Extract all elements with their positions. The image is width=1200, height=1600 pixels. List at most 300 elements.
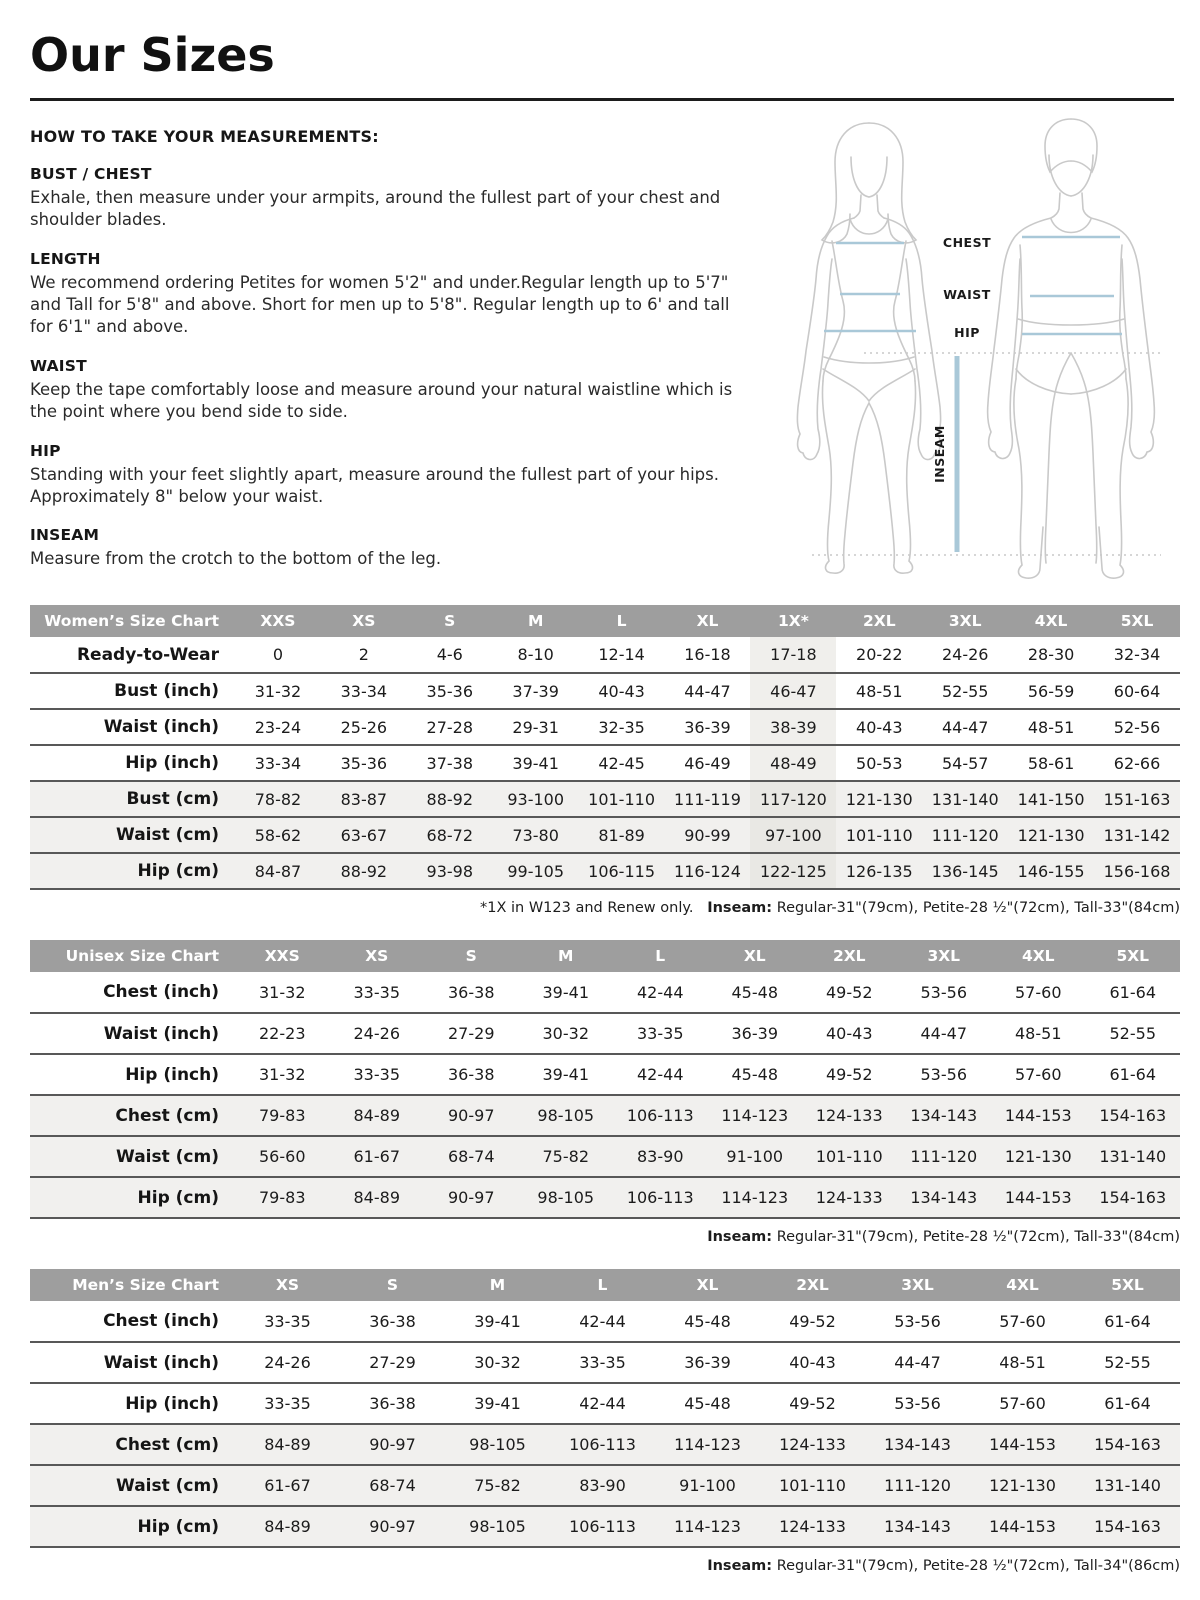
size-cell: 134-143 bbox=[865, 1506, 970, 1547]
section-body: Measure from the crotch to the bottom of the leg. bbox=[30, 549, 442, 569]
size-cell: 56-59 bbox=[1027, 681, 1075, 701]
size-cell: 88-92 bbox=[321, 853, 407, 889]
size-cell: 131-140 bbox=[1086, 1136, 1181, 1177]
size-cell: 50-53 bbox=[856, 753, 903, 773]
size-cell: 61-64 bbox=[1109, 1065, 1156, 1084]
size-cell: 84-89 bbox=[330, 1177, 425, 1218]
size-cell: 31-32 bbox=[259, 1065, 306, 1084]
size-cell: 30-32 bbox=[542, 1024, 589, 1043]
row-label: Chest (cm) bbox=[30, 1424, 235, 1465]
size-cell: 40-43 bbox=[856, 717, 903, 737]
row-label: Waist (inch) bbox=[103, 717, 219, 737]
size-cell: 27-29 bbox=[369, 1353, 416, 1372]
inseam-footnote-label: Inseam: bbox=[707, 900, 773, 916]
section-heading: HIP bbox=[30, 441, 61, 460]
size-cell: 61-67 bbox=[330, 1136, 425, 1177]
size-cell: 12-14 bbox=[598, 645, 645, 664]
size-cell: 84-89 bbox=[235, 1506, 340, 1547]
size-cell: 131-140 bbox=[922, 781, 1008, 817]
size-cell: 36-38 bbox=[369, 1394, 416, 1413]
inseam-footnote-text: Regular-31"(79cm), Petite-28 ½"(72cm), Tall-33"(84cm) bbox=[772, 1229, 1180, 1245]
size-cell: 22-23 bbox=[259, 1024, 306, 1043]
size-cell: 154-163 bbox=[1086, 1177, 1181, 1218]
size-cell: 32-34 bbox=[1113, 645, 1161, 664]
table-row bbox=[30, 1506, 1180, 1547]
size-cell: 37-38 bbox=[426, 753, 474, 773]
inseam-footnote bbox=[707, 900, 1180, 916]
section-heading: BUST / CHEST bbox=[30, 165, 152, 183]
size-cell: 68-74 bbox=[340, 1465, 445, 1506]
size-cell: 42-44 bbox=[579, 1311, 626, 1331]
measurement-lines bbox=[824, 237, 1122, 552]
row-label: Bust (inch) bbox=[114, 681, 219, 701]
size-cell: 49-52 bbox=[789, 1311, 836, 1331]
row-label: Waist (cm) bbox=[30, 1136, 235, 1177]
size-cell: 98-105 bbox=[445, 1506, 550, 1547]
section-heading: WAIST bbox=[30, 356, 87, 375]
size-cell: 61-67 bbox=[235, 1465, 340, 1506]
size-cell: 48-51 bbox=[1027, 717, 1075, 737]
column-header: 2XL bbox=[802, 940, 897, 972]
size-cell: 88-92 bbox=[407, 781, 493, 817]
size-cell: 29-31 bbox=[512, 717, 559, 737]
column-header: M bbox=[519, 940, 614, 972]
size-cell: 44-47 bbox=[894, 1353, 941, 1372]
size-cell: 75-82 bbox=[519, 1136, 614, 1177]
size-cell: 111-120 bbox=[897, 1136, 992, 1177]
size-cell: 84-87 bbox=[235, 853, 321, 889]
size-cell: 121-130 bbox=[970, 1465, 1075, 1506]
womens-size-table bbox=[30, 605, 1180, 890]
size-cell: 35-36 bbox=[426, 681, 474, 701]
size-cell: 53-56 bbox=[920, 1065, 967, 1084]
size-cell: 79-83 bbox=[235, 1095, 330, 1136]
body-measurement-diagram bbox=[754, 107, 1174, 581]
size-cell: 114-123 bbox=[655, 1424, 760, 1465]
column-header: 4XL bbox=[991, 940, 1086, 972]
size-cell: 90-99 bbox=[665, 817, 751, 853]
table-row bbox=[30, 817, 1180, 853]
size-cell: 61-64 bbox=[1104, 1394, 1151, 1413]
table-row bbox=[30, 1013, 1180, 1054]
size-cell: 36-38 bbox=[448, 982, 495, 1002]
size-cell: 90-97 bbox=[340, 1506, 445, 1547]
size-cell: 44-47 bbox=[920, 1024, 967, 1043]
size-cell: 101-110 bbox=[579, 781, 665, 817]
size-cell: 52-55 bbox=[941, 681, 989, 701]
size-cell: 93-100 bbox=[493, 781, 579, 817]
section-body: Keep the tape comfortably loose and measure around your natural waistline which is the point where you bend side to side. bbox=[30, 379, 733, 421]
size-cell: 28-30 bbox=[1027, 645, 1075, 664]
size-cell: 111-120 bbox=[865, 1465, 970, 1506]
row-label: Chest (inch) bbox=[103, 982, 219, 1002]
size-cell: 53-56 bbox=[894, 1311, 941, 1331]
row-label: Ready-to-Wear bbox=[76, 644, 219, 665]
size-cell: 42-45 bbox=[598, 753, 645, 773]
size-cell: 106-113 bbox=[613, 1177, 708, 1218]
waist-label: WAIST bbox=[943, 287, 991, 302]
row-label: Chest (cm) bbox=[30, 1095, 235, 1136]
size-cell: 154-163 bbox=[1075, 1506, 1180, 1547]
row-label: Waist (inch) bbox=[103, 1352, 219, 1373]
size-cell: 33-35 bbox=[637, 1024, 684, 1043]
column-header: 1X* bbox=[750, 605, 836, 637]
column-header: XS bbox=[321, 605, 407, 637]
inseam-footnote-label: Inseam: bbox=[707, 1229, 773, 1245]
column-header: XS bbox=[235, 1269, 340, 1301]
table-row bbox=[30, 781, 1180, 817]
size-cell: 124-133 bbox=[802, 1177, 897, 1218]
size-cell: 49-52 bbox=[826, 982, 873, 1002]
size-cell: 8-10 bbox=[517, 645, 554, 664]
size-cell: 154-163 bbox=[1086, 1095, 1181, 1136]
size-cell: 136-145 bbox=[922, 853, 1008, 889]
instruction-sections bbox=[30, 165, 754, 570]
size-cell: 93-98 bbox=[407, 853, 493, 889]
size-cell: 33-35 bbox=[353, 1065, 400, 1084]
size-cell: 39-41 bbox=[542, 982, 589, 1002]
size-cell: 61-64 bbox=[1104, 1311, 1151, 1331]
size-cell: 156-168 bbox=[1094, 853, 1180, 889]
size-cell: 83-87 bbox=[321, 781, 407, 817]
table-row bbox=[30, 673, 1180, 709]
size-cell: 56-60 bbox=[235, 1136, 330, 1177]
size-cell: 114-123 bbox=[655, 1506, 760, 1547]
table-header-row bbox=[30, 1269, 1180, 1301]
size-cell: 68-74 bbox=[424, 1136, 519, 1177]
size-cell: 63-67 bbox=[321, 817, 407, 853]
size-cell: 48-51 bbox=[856, 681, 903, 701]
size-cell: 4-6 bbox=[436, 645, 463, 664]
size-cell: 111-120 bbox=[922, 817, 1008, 853]
size-cell: 144-153 bbox=[970, 1424, 1075, 1465]
size-cell: 98-105 bbox=[445, 1424, 550, 1465]
column-header: M bbox=[493, 605, 579, 637]
column-header: XL bbox=[708, 940, 803, 972]
inseam-footnote bbox=[707, 1229, 1180, 1245]
size-tables bbox=[30, 605, 1180, 1574]
size-cell: 106-113 bbox=[550, 1506, 655, 1547]
intro-section bbox=[30, 101, 1174, 581]
table-row bbox=[30, 1383, 1180, 1424]
table-row bbox=[30, 1054, 1180, 1095]
section-heading: INSEAM bbox=[30, 526, 100, 545]
size-cell: 36-38 bbox=[448, 1065, 495, 1084]
size-cell: 40-43 bbox=[826, 1024, 873, 1043]
female-figure-outline bbox=[797, 123, 940, 573]
column-header: 3XL bbox=[922, 605, 1008, 637]
table-row bbox=[30, 1136, 1180, 1177]
column-header: 5XL bbox=[1086, 940, 1181, 972]
column-header: L bbox=[613, 940, 708, 972]
size-cell: 106-113 bbox=[550, 1424, 655, 1465]
size-cell: 134-143 bbox=[897, 1177, 992, 1218]
size-cell: 154-163 bbox=[1075, 1424, 1180, 1465]
table-footnote bbox=[30, 1558, 1180, 1574]
size-cell: 52-55 bbox=[1109, 1024, 1156, 1043]
table-row bbox=[30, 637, 1180, 673]
size-table-block-mens bbox=[30, 1269, 1180, 1574]
column-header: M bbox=[445, 1269, 550, 1301]
size-table-block-womens bbox=[30, 605, 1180, 916]
row-label: Hip (inch) bbox=[125, 753, 219, 773]
size-cell: 33-35 bbox=[264, 1394, 311, 1413]
mens-size-table bbox=[30, 1269, 1180, 1548]
column-header: S bbox=[407, 605, 493, 637]
size-cell: 98-105 bbox=[519, 1095, 614, 1136]
size-cell: 131-142 bbox=[1094, 817, 1180, 853]
size-cell: 58-61 bbox=[1027, 753, 1075, 773]
size-cell: 40-43 bbox=[789, 1353, 836, 1372]
table-row bbox=[30, 1342, 1180, 1383]
table-row bbox=[30, 972, 1180, 1013]
column-header: 5XL bbox=[1075, 1269, 1180, 1301]
column-header: 3XL bbox=[865, 1269, 970, 1301]
size-cell: 84-89 bbox=[330, 1095, 425, 1136]
size-cell: 111-119 bbox=[665, 781, 751, 817]
row-label: Hip (inch) bbox=[125, 1393, 219, 1414]
table-footnote bbox=[30, 1229, 1180, 1245]
size-cell: 62-66 bbox=[1113, 753, 1161, 773]
size-cell: 31-32 bbox=[259, 982, 306, 1002]
size-cell: 36-38 bbox=[369, 1311, 416, 1331]
size-cell: 24-26 bbox=[264, 1353, 311, 1372]
size-cell: 144-153 bbox=[991, 1177, 1086, 1218]
size-cell: 36-39 bbox=[684, 1353, 731, 1372]
size-cell: 52-55 bbox=[1104, 1353, 1151, 1372]
size-cell: 31-32 bbox=[254, 681, 302, 701]
size-cell: 17-18 bbox=[750, 637, 836, 673]
column-header: L bbox=[579, 605, 665, 637]
table-row bbox=[30, 709, 1180, 745]
size-cell: 33-35 bbox=[579, 1353, 626, 1372]
size-cell: 46-49 bbox=[684, 753, 731, 773]
row-label: Hip (cm) bbox=[30, 1506, 235, 1547]
size-cell: 25-26 bbox=[340, 717, 388, 737]
size-cell: 146-155 bbox=[1008, 853, 1094, 889]
size-cell: 42-44 bbox=[637, 982, 684, 1002]
size-cell: 90-97 bbox=[424, 1177, 519, 1218]
chest-label: CHEST bbox=[942, 235, 992, 250]
section-heading: LENGTH bbox=[30, 249, 101, 268]
size-cell: 124-133 bbox=[760, 1506, 865, 1547]
size-cell: 124-133 bbox=[802, 1095, 897, 1136]
size-cell: 2 bbox=[358, 645, 369, 664]
size-cell: 79-83 bbox=[235, 1177, 330, 1218]
size-cell: 33-34 bbox=[340, 681, 388, 701]
inseam-footnote-label: Inseam: bbox=[707, 1558, 773, 1574]
size-cell: 37-39 bbox=[512, 681, 559, 701]
size-cell: 54-57 bbox=[941, 753, 989, 773]
size-cell: 48-51 bbox=[1015, 1024, 1062, 1043]
size-cell: 144-153 bbox=[970, 1506, 1075, 1547]
size-cell: 151-163 bbox=[1094, 781, 1180, 817]
size-cell: 33-35 bbox=[264, 1311, 311, 1331]
size-cell: 117-120 bbox=[750, 781, 836, 817]
inseam-footnote-text: Regular-31"(79cm), Petite-28 ½"(72cm), Tall-33"(84cm) bbox=[772, 900, 1180, 916]
size-cell: 91-100 bbox=[655, 1465, 760, 1506]
size-cell: 45-48 bbox=[731, 1065, 778, 1084]
size-cell: 24-26 bbox=[353, 1024, 400, 1043]
size-cell: 121-130 bbox=[1008, 817, 1094, 853]
measurement-instructions bbox=[30, 101, 754, 570]
size-cell: 131-140 bbox=[1075, 1465, 1180, 1506]
size-cell: 35-36 bbox=[340, 753, 388, 773]
size-cell: 45-48 bbox=[684, 1311, 731, 1331]
column-header: XL bbox=[655, 1269, 760, 1301]
size-cell: 83-90 bbox=[550, 1465, 655, 1506]
table-row bbox=[30, 1301, 1180, 1342]
section-body: We recommend ordering Petites for women 5'2" and under.Regular length up to 5'7" and Tall for 5'8" and above. Short for men up to 5'8". Regular length up to 6' and tall for 6'1" and above. bbox=[30, 272, 730, 336]
size-cell: 32-35 bbox=[598, 717, 645, 737]
size-cell: 90-97 bbox=[424, 1095, 519, 1136]
column-header: XXS bbox=[235, 605, 321, 637]
size-cell: 116-124 bbox=[665, 853, 751, 889]
row-label: Chest (inch) bbox=[103, 1311, 219, 1331]
size-cell: 98-105 bbox=[519, 1177, 614, 1218]
size-cell: 49-52 bbox=[789, 1394, 836, 1413]
size-cell: 57-60 bbox=[1015, 982, 1062, 1002]
size-cell: 49-52 bbox=[826, 1065, 873, 1084]
size-cell: 81-89 bbox=[579, 817, 665, 853]
size-cell: 106-115 bbox=[579, 853, 665, 889]
table-row bbox=[30, 1177, 1180, 1218]
size-cell: 16-18 bbox=[684, 645, 731, 664]
table-row bbox=[30, 745, 1180, 781]
size-cell: 42-44 bbox=[579, 1394, 626, 1413]
size-cell: 20-22 bbox=[856, 645, 903, 664]
column-header: XXS bbox=[235, 940, 330, 972]
size-cell: 44-47 bbox=[684, 681, 731, 701]
column-header: XL bbox=[665, 605, 751, 637]
column-header: 3XL bbox=[897, 940, 992, 972]
size-cell: 101-110 bbox=[760, 1465, 865, 1506]
size-cell: 23-24 bbox=[254, 717, 302, 737]
row-label: Hip (cm) bbox=[30, 853, 235, 889]
row-label: Bust (cm) bbox=[30, 781, 235, 817]
table-row bbox=[30, 1424, 1180, 1465]
size-cell: 144-153 bbox=[991, 1095, 1086, 1136]
size-cell: 36-39 bbox=[684, 717, 731, 737]
hip-label: HIP bbox=[954, 325, 980, 340]
size-cell: 33-34 bbox=[254, 753, 302, 773]
size-cell: 106-113 bbox=[613, 1095, 708, 1136]
size-cell: 83-90 bbox=[613, 1136, 708, 1177]
row-label: Hip (inch) bbox=[125, 1064, 219, 1085]
size-cell: 101-110 bbox=[802, 1136, 897, 1177]
size-cell: 124-133 bbox=[760, 1424, 865, 1465]
column-header: XS bbox=[330, 940, 425, 972]
row-label: Hip (cm) bbox=[30, 1177, 235, 1218]
size-cell: 90-97 bbox=[340, 1424, 445, 1465]
size-cell: 39-41 bbox=[542, 1065, 589, 1084]
size-cell: 57-60 bbox=[999, 1311, 1046, 1331]
table-row bbox=[30, 1095, 1180, 1136]
page-title: Our Sizes bbox=[30, 28, 275, 82]
size-cell: 27-28 bbox=[426, 717, 474, 737]
size-cell: 61-64 bbox=[1109, 982, 1156, 1002]
table-header-row bbox=[30, 940, 1180, 972]
section-body: Standing with your feet slightly apart, measure around the fullest part of your hips. Approximately 8" below your waist. bbox=[30, 464, 719, 506]
size-cell: 48-51 bbox=[999, 1353, 1046, 1372]
column-header: L bbox=[550, 1269, 655, 1301]
size-cell: 46-47 bbox=[750, 673, 836, 709]
footnote-note: *1X in W123 and Renew only. bbox=[480, 900, 694, 916]
size-cell: 99-105 bbox=[493, 853, 579, 889]
size-cell: 53-56 bbox=[920, 982, 967, 1002]
size-cell: 122-125 bbox=[750, 853, 836, 889]
size-cell: 114-123 bbox=[708, 1177, 803, 1218]
size-cell: 91-100 bbox=[708, 1136, 803, 1177]
inseam-footnote bbox=[707, 1558, 1180, 1574]
size-cell: 121-130 bbox=[991, 1136, 1086, 1177]
size-cell: 97-100 bbox=[750, 817, 836, 853]
size-cell: 33-35 bbox=[353, 982, 400, 1002]
size-cell: 52-56 bbox=[1113, 717, 1161, 737]
size-cell: 73-80 bbox=[493, 817, 579, 853]
row-label: Waist (cm) bbox=[30, 1465, 235, 1506]
column-header: 2XL bbox=[760, 1269, 865, 1301]
size-cell: 78-82 bbox=[235, 781, 321, 817]
male-figure-outline bbox=[988, 119, 1155, 578]
table-row bbox=[30, 853, 1180, 889]
size-table-block-unisex bbox=[30, 940, 1180, 1245]
section-body: Exhale, then measure under your armpits, around the fullest part of your chest and shoulder blades. bbox=[30, 188, 721, 229]
column-header: S bbox=[424, 940, 519, 972]
table-header-row bbox=[30, 605, 1180, 637]
size-cell: 68-72 bbox=[407, 817, 493, 853]
size-cell: 45-48 bbox=[684, 1394, 731, 1413]
row-label: Waist (cm) bbox=[30, 817, 235, 853]
table-title: Unisex Size Chart bbox=[30, 940, 235, 972]
size-cell: 57-60 bbox=[1015, 1065, 1062, 1084]
column-header: 4XL bbox=[1008, 605, 1094, 637]
size-cell: 27-29 bbox=[448, 1024, 495, 1043]
table-title: Men’s Size Chart bbox=[30, 1269, 235, 1301]
size-cell: 75-82 bbox=[445, 1465, 550, 1506]
size-cell: 53-56 bbox=[894, 1394, 941, 1413]
column-header: 5XL bbox=[1094, 605, 1180, 637]
size-cell: 121-130 bbox=[836, 781, 922, 817]
size-cell: 60-64 bbox=[1113, 681, 1161, 701]
inseam-label: INSEAM bbox=[932, 425, 947, 483]
table-title: Women’s Size Chart bbox=[30, 605, 235, 637]
size-cell: 126-135 bbox=[836, 853, 922, 889]
size-cell: 101-110 bbox=[836, 817, 922, 853]
size-cell: 141-150 bbox=[1008, 781, 1094, 817]
size-cell: 134-143 bbox=[865, 1424, 970, 1465]
size-cell: 36-39 bbox=[731, 1024, 778, 1043]
size-cell: 58-62 bbox=[235, 817, 321, 853]
table-footnote bbox=[30, 900, 1180, 916]
row-label: Waist (inch) bbox=[103, 1023, 219, 1044]
size-cell: 84-89 bbox=[235, 1424, 340, 1465]
size-cell: 44-47 bbox=[941, 717, 989, 737]
unisex-size-table bbox=[30, 940, 1180, 1219]
column-header: S bbox=[340, 1269, 445, 1301]
size-cell: 38-39 bbox=[750, 709, 836, 745]
size-cell: 40-43 bbox=[598, 681, 645, 701]
size-cell: 24-26 bbox=[941, 645, 989, 664]
body-measurement-diagram-svg bbox=[764, 107, 1174, 581]
size-cell: 134-143 bbox=[897, 1095, 992, 1136]
how-to-heading: HOW TO TAKE YOUR MEASUREMENTS: bbox=[30, 127, 379, 146]
column-header: 4XL bbox=[970, 1269, 1075, 1301]
size-cell: 114-123 bbox=[708, 1095, 803, 1136]
size-cell: 0 bbox=[272, 645, 284, 664]
table-row bbox=[30, 1465, 1180, 1506]
size-cell: 30-32 bbox=[474, 1353, 521, 1372]
